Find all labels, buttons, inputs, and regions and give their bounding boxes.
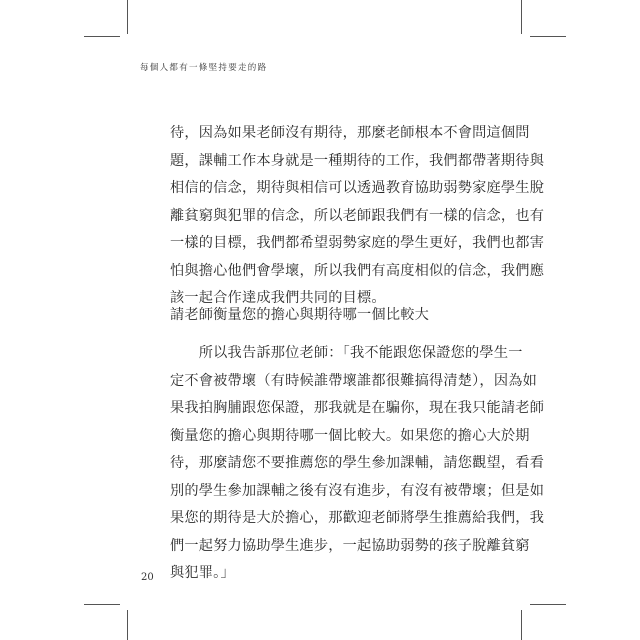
text-line: 該一起合作達成我們共同的目標。 [170, 290, 386, 306]
text-line: 與犯罪。」 [170, 565, 235, 581]
text-line: 定不會被帶壞（有時候誰帶壞誰都很難搞得清楚），因為如 [170, 372, 537, 389]
crop-mark-bottom-left-h [84, 604, 120, 605]
paragraph-2 [170, 340, 545, 588]
page-number: 20 [141, 572, 154, 583]
text-line: 們一起努力協助學生進步，一起協助弱勢的孩子脫離貧窮 [170, 537, 530, 554]
text-line: 相信的信念，期待與相信可以透過教育協助弱勢家庭學生脫 [170, 180, 545, 196]
text-line: 待，那麼請您不要推薦您的學生參加課輔，請您觀望，看看 [170, 455, 545, 471]
crop-mark-top-right [521, 0, 522, 34]
text-line: 一樣的目標，我們都希望弱勢家庭的學生更好，我們也都害 [170, 235, 545, 251]
crop-mark-top-left [127, 0, 128, 34]
crop-mark-top-left-h [84, 36, 120, 37]
crop-mark-top-right-h [530, 36, 566, 37]
text-line: 果您的期待是大於擔心，那歡迎老師將學生推薦給我們，我 [170, 510, 545, 526]
text-line: 怕與擔心他們會學壞，所以我們有高度相似的信念，我們應 [170, 262, 545, 279]
crop-mark-bottom-left [127, 610, 128, 640]
text-line: 果我拍胸脯跟您保證，那我就是在騙你，現在我只能請老師 [170, 400, 545, 416]
text-line: 待，因為如果老師沒有期待，那麼老師根本不會問這個問 [170, 125, 530, 141]
running-header: 每個人都有一條堅持要走的路 [140, 63, 268, 73]
crop-mark-bottom-right [521, 610, 522, 640]
paragraph-1 [170, 120, 545, 313]
text-line: 別的學生參加課輔之後有沒有進步，有沒有被帶壞；但是如 [170, 482, 545, 499]
text-line: 衡量您的擔心與期待哪一個比較大。如果您的擔心大於期 [170, 427, 530, 444]
text-line: 離貧窮與犯罪的信念，所以老師跟我們有一樣的信念，也有 [170, 207, 545, 224]
crop-mark-bottom-right-h [530, 604, 566, 605]
text-line: 所以我告訴那位老師：「我不能跟您保證您的學生一 [170, 345, 523, 361]
text-line: 題，課輔工作本身就是一種期待的工作，我們都帶著期待與 [170, 152, 545, 169]
section-heading: 請老師衡量您的擔心與期待哪一個比較大 [170, 307, 429, 323]
